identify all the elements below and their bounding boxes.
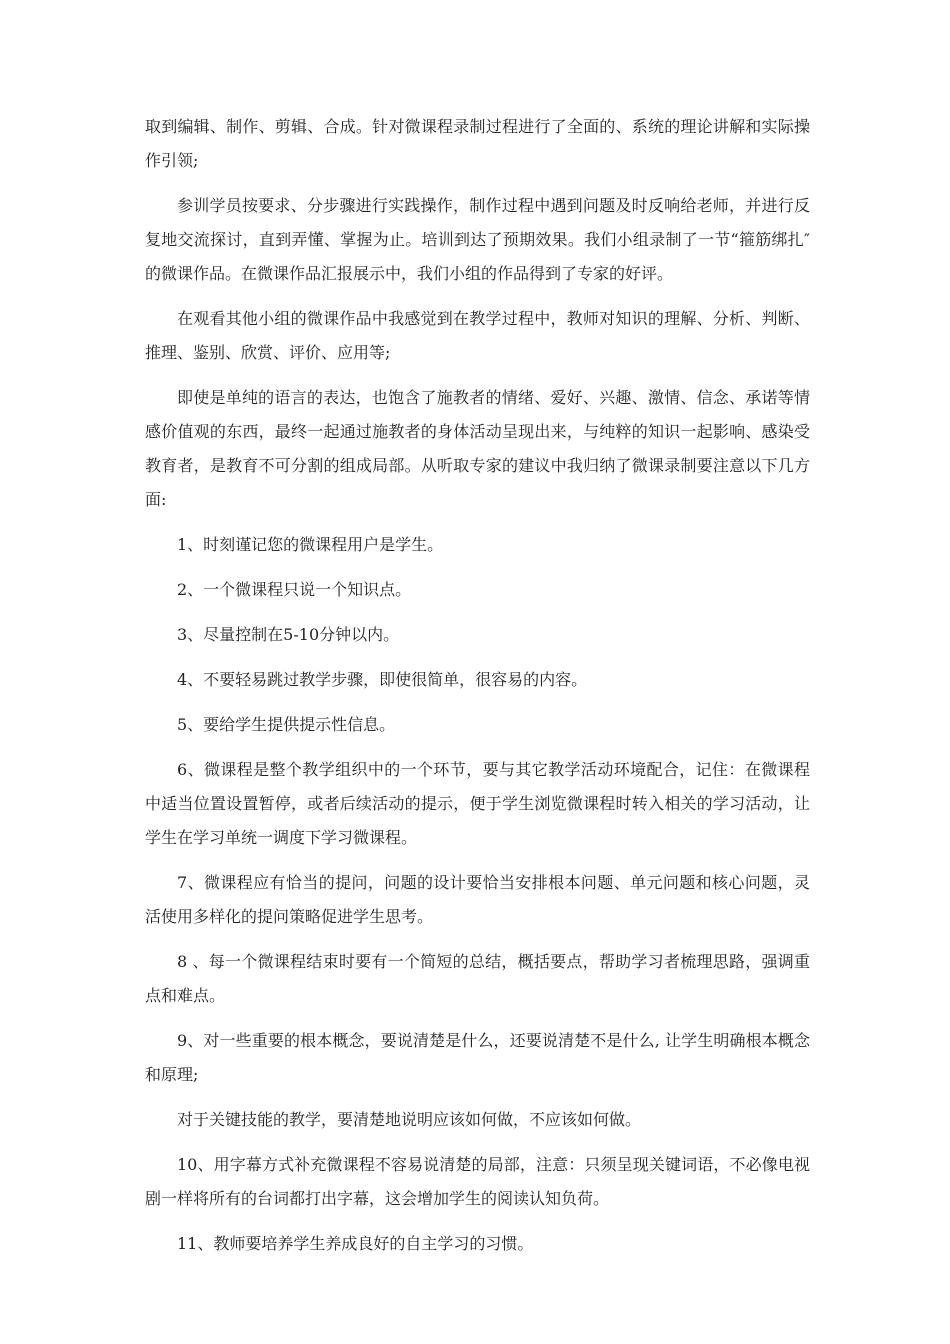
paragraph-practice: 参训学员按要求、分步骤进行实践操作，制作过程中遇到问题及时反响给老师，并进行反复地交流探讨，直到弄懂、掌握为止。培训到达了预期效果。我们小组录制了一节“箍筋绑扎″的微课作品。在微课作品汇报展示中，我们小组的作品得到了专家的好评。	[145, 196, 810, 283]
list-item-5: 5、要给学生提供提示性信息。	[177, 715, 396, 734]
list-item-9: 9、对一些重要的根本概念，要说清楚是什么，还要说清楚不是什么, 让学生明确根本概念和原理;	[145, 1031, 810, 1084]
paragraph-observation: 在观看其他小组的微课作品中我感觉到在教学过程中，教师对知识的理解、分析、判断、推理、鉴别、欣赏、评价、应用等;	[145, 309, 810, 362]
paragraph-intro-continuation: 取到编辑、制作、剪辑、合成。针对微课程录制过程进行了全面的、系统的理论讲解和实际操作引领;	[145, 117, 810, 170]
list-item-7: 7、微课程应有恰当的提问，问题的设计要恰当安排根本问题、单元问题和核心问题，灵活使用多样化的提问策略促进学生思考。	[145, 873, 810, 926]
list-item-11: 11、教师要培养学生养成良好的自主学习的习惯。	[177, 1234, 534, 1253]
list-item-9-continuation: 对于关键技能的教学，要清楚地说明应该如何做，不应该如何做。	[177, 1110, 642, 1129]
list-item-1: 1、时刻谨记您的微课程用户是学生。	[177, 535, 444, 554]
list-item-3: 3、尽量控制在5-10分钟以内。	[177, 625, 400, 644]
list-item-10: 10、用字幕方式补充微课程不容易说清楚的局部，注意：只须呈现关键词语，不必像电视剧一样将所有的台词都打出字幕，这会增加学生的阅读认知负荷。	[145, 1155, 810, 1208]
list-item-6: 6、微课程是整个教学组织中的一个环节，要与其它教学活动环境配合，记住：在微课程中适当位置设置暂停，或者后续活动的提示，便于学生浏览微课程时转入相关的学习活动，让学生在学习单统一调度下学习微课程。	[145, 760, 810, 847]
paragraph-expression: 即使是单纯的语言的表达，也饱含了施教者的情绪、爱好、兴趣、激情、信念、承诺等情感价值观的东西，最终一起通过施教者的身体活动呈现出来，与纯粹的知识一起影响、感染受教育者，是教育不可分割的组成局部。从听取专家的建议中我归纳了微课录制要注意以下几方面:	[145, 388, 810, 509]
list-item-2: 2、一个微课程只说一个知识点。	[177, 580, 412, 599]
list-item-4: 4、不要轻易跳过教学步骤，即使很简单，很容易的内容。	[177, 670, 588, 689]
list-item-8: 8 、每一个微课程结束时要有一个简短的总结，概括要点，帮助学习者梳理思路，强调重点和难点。	[145, 952, 810, 1005]
document-body	[145, 110, 810, 1272]
